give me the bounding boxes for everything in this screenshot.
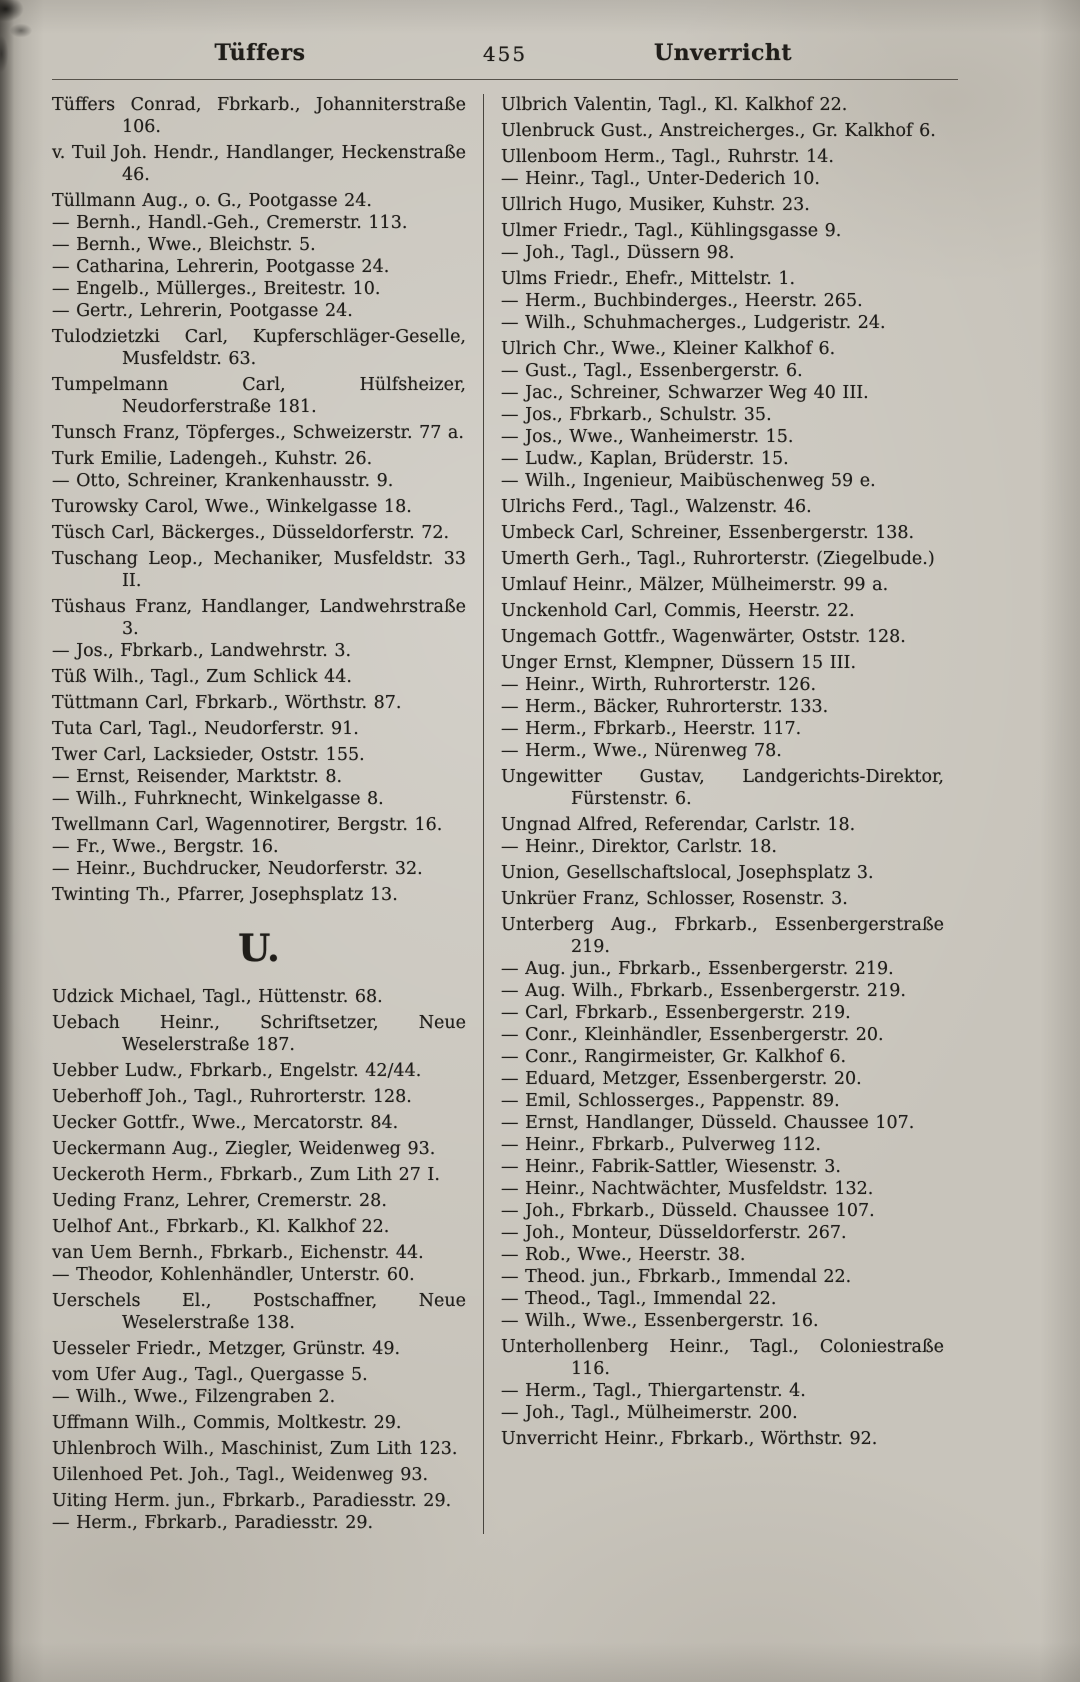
directory-entry: Ulrich Chr., Wwe., Kleiner Kalkhof 6. [501, 339, 836, 359]
directory-entry-continuation: — Jos., Fbrkarb., Landwehrstr. 3. [52, 641, 352, 661]
directory-entry: Twinting Th., Pfarrer, Josephsplatz 13. [52, 885, 398, 905]
directory-entry-continuation: — Herm., Fbrkarb., Heerstr. 117. [501, 719, 802, 739]
directory-entry: Twer Carl, Lacksieder, Oststr. 155. [52, 745, 365, 765]
directory-entry: Ulbrich Valentin, Tagl., Kl. Kalkhof 22. [501, 95, 848, 115]
directory-entry: Uelhof Ant., Fbrkarb., Kl. Kalkhof 22. [52, 1217, 390, 1237]
directory-entry: Ulrichs Ferd., Tagl., Walzenstr. 46. [501, 497, 812, 517]
directory-entry-continuation: — Bernh., Handl.-Geh., Cremerstr. 113. [52, 213, 408, 233]
page-number: 455 [482, 42, 528, 66]
directory-entry-continuation: — Engelb., Müllerges., Breitestr. 10. [52, 279, 381, 299]
directory-entry: Unverricht Heinr., Fbrkarb., Wörthstr. 92. [501, 1429, 878, 1449]
directory-entry: Tüttmann Carl, Fbrkarb., Wörthstr. 87. [52, 693, 402, 713]
directory-entry: Ungnad Alfred, Referendar, Carlstr. 18. [501, 815, 856, 835]
directory-entry: Tüshaus Franz, Handlanger, Landwehrstraße 3. [52, 597, 466, 639]
directory-entry-continuation: — Jos., Fbrkarb., Schulstr. 35. [501, 405, 772, 425]
directory-entry-continuation: — Emil, Schlosserges., Pappenstr. 89. [501, 1091, 840, 1111]
directory-entry: Tumpelmann Carl, Hülfsheizer, Neudorferstraße 181. [52, 375, 466, 417]
directory-entry-continuation: — Heinr., Buchdrucker, Neudorferstr. 32. [52, 859, 423, 879]
directory-entry: Uebach Heinr., Schriftsetzer, Neue Weselerstraße 187. [52, 1013, 466, 1055]
directory-entry-continuation: — Conr., Rangirmeister, Gr. Kalkhof 6. [501, 1047, 847, 1067]
directory-entry: Unger Ernst, Klempner, Düssern 15 III. [501, 653, 857, 673]
directory-entry-continuation: — Herm., Tagl., Thiergartenstr. 4. [501, 1381, 806, 1401]
directory-entry: Ungewitter Gustav, Landgerichts-Direktor, Fürstenstr. 6. [501, 767, 944, 809]
directory-entry: Tüllmann Aug., o. G., Pootgasse 24. [52, 191, 372, 211]
directory-entry-continuation: — Herm., Fbrkarb., Paradiesstr. 29. [52, 1513, 374, 1533]
directory-entry-continuation: — Herm., Buchbinderges., Heerstr. 265. [501, 291, 863, 311]
directory-entry: Ueckermann Aug., Ziegler, Weidenweg 93. [52, 1139, 436, 1159]
directory-entry-continuation: — Rob., Wwe., Heerstr. 38. [501, 1245, 746, 1265]
directory-entry-continuation: — Gertr., Lehrerin, Pootgasse 24. [52, 301, 353, 321]
directory-entry: Ulenbruck Gust., Anstreicherges., Gr. Kalkhof 6. [501, 121, 936, 141]
directory-entry: Uecker Gottfr., Wwe., Mercatorstr. 84. [52, 1113, 399, 1133]
directory-entry-continuation: — Wilh., Wwe., Essenbergerstr. 16. [501, 1311, 819, 1331]
directory-entry: Turowsky Carol, Wwe., Winkelgasse 18. [52, 497, 412, 517]
directory-entry-continuation: — Wilh., Schuhmacherges., Ludgeristr. 24. [501, 313, 886, 333]
directory-entry: Unkrüer Franz, Schlosser, Rosenstr. 3. [501, 889, 848, 909]
running-head [52, 40, 958, 72]
directory-entry: Umerth Gerh., Tagl., Ruhrorterstr. (Ziegelbude.) [501, 549, 935, 569]
directory-entry-continuation: — Joh., Tagl., Mülheimerstr. 200. [501, 1403, 798, 1423]
directory-entry: Tulodzietzki Carl, Kupferschläger-Geselle, Musfeldstr. 63. [52, 327, 466, 369]
directory-entry: Uhlenbroch Wilh., Maschinist, Zum Lith 123. [52, 1439, 458, 1459]
directory-entry-continuation: — Wilh., Ingenieur, Maibüschenweg 59 e. [501, 471, 876, 491]
directory-entry: Union, Gesellschaftslocal, Josephsplatz 3. [501, 863, 874, 883]
directory-entry-continuation: — Otto, Schreiner, Krankenhausstr. 9. [52, 471, 394, 491]
directory-entry-continuation: — Wilh., Fuhrknecht, Winkelgasse 8. [52, 789, 384, 809]
directory-entry-continuation: — Joh., Fbrkarb., Düsseld. Chaussee 107. [501, 1201, 875, 1221]
directory-entry: Ullenboom Herm., Tagl., Ruhrstr. 14. [501, 147, 834, 167]
directory-entry: Ungemach Gottfr., Wagenwärter, Oststr. 128. [501, 627, 906, 647]
header-left-keyword: Tüffers [214, 40, 306, 66]
directory-entry-continuation: — Carl, Fbrkarb., Essenbergerstr. 219. [501, 1003, 851, 1023]
right-column [484, 94, 958, 1534]
directory-entry-continuation: — Ernst, Reisender, Marktstr. 8. [52, 767, 343, 787]
directory-entry-continuation: — Heinr., Direktor, Carlstr. 18. [501, 837, 777, 857]
directory-entry: vom Ufer Aug., Tagl., Quergasse 5. [52, 1365, 368, 1385]
directory-entry: Tunsch Franz, Töpferges., Schweizerstr. 77 a. [52, 423, 464, 443]
directory-entry: Uebber Ludw., Fbrkarb., Engelstr. 42/44. [52, 1061, 422, 1081]
directory-entry-continuation: — Gust., Tagl., Essenbergerstr. 6. [501, 361, 803, 381]
directory-entry: Unckenhold Carl, Commis, Heerstr. 22. [501, 601, 855, 621]
directory-entry-continuation: — Joh., Tagl., Düssern 98. [501, 243, 735, 263]
directory-entry: Tüffers Conrad, Fbrkarb., Johanniterstraße 106. [52, 95, 466, 137]
directory-entry: van Uem Bernh., Fbrkarb., Eichenstr. 44. [52, 1243, 424, 1263]
directory-entry-continuation: — Ludw., Kaplan, Brüderstr. 15. [501, 449, 789, 469]
directory-entry: Ulms Friedr., Ehefr., Mittelstr. 1. [501, 269, 796, 289]
directory-entry: Ueberhoff Joh., Tagl., Ruhrorterstr. 128. [52, 1087, 412, 1107]
directory-entry-continuation: — Theodor, Kohlenhändler, Unterstr. 60. [52, 1265, 415, 1285]
directory-entry: Ueckeroth Herm., Fbrkarb., Zum Lith 27 I. [52, 1165, 440, 1185]
directory-entry-continuation: — Aug. Wilh., Fbrkarb., Essenbergerstr. 219. [501, 981, 906, 1001]
directory-entry-continuation: — Eduard, Metzger, Essenbergerstr. 20. [501, 1069, 862, 1089]
directory-entry-continuation: — Theod. jun., Fbrkarb., Immendal 22. [501, 1267, 852, 1287]
directory-entry: Tuschang Leop., Mechaniker, Musfeldstr. 33 II. [52, 549, 466, 591]
directory-entry-continuation: — Aug. jun., Fbrkarb., Essenbergerstr. 219. [501, 959, 894, 979]
directory-entry-continuation: — Wilh., Wwe., Filzengraben 2. [52, 1387, 336, 1407]
directory-entry-continuation: — Jac., Schreiner, Schwarzer Weg 40 III. [501, 383, 869, 403]
directory-entry-continuation: — Ernst, Handlanger, Düsseld. Chaussee 107. [501, 1113, 915, 1133]
directory-entry-continuation: — Herm., Wwe., Nürenweg 78. [501, 741, 782, 761]
header-right-keyword: Unverricht [653, 40, 793, 66]
directory-entry-continuation: — Heinr., Wirth, Ruhrorterstr. 126. [501, 675, 817, 695]
directory-entry-continuation: — Catharina, Lehrerin, Pootgasse 24. [52, 257, 390, 277]
directory-entry: Tüß Wilh., Tagl., Zum Schlick 44. [52, 667, 352, 687]
directory-entry-continuation: — Heinr., Tagl., Unter-Dederich 10. [501, 169, 820, 189]
directory-entry: Unterberg Aug., Fbrkarb., Essenbergerstraße 219. [501, 915, 944, 957]
directory-entry: Uffmann Wilh., Commis, Moltkestr. 29. [52, 1413, 402, 1433]
directory-entry: Turk Emilie, Ladengeh., Kuhstr. 26. [52, 449, 373, 469]
directory-entry: v. Tuil Joh. Hendr., Handlanger, Heckenstraße 46. [52, 143, 466, 185]
directory-entry: Umlauf Heinr., Mälzer, Mülheimerstr. 99 a. [501, 575, 889, 595]
directory-entry: Uilenhoed Pet. Joh., Tagl., Weidenweg 93. [52, 1465, 429, 1485]
directory-entry: Ueding Franz, Lehrer, Cremerstr. 28. [52, 1191, 387, 1211]
directory-entry-continuation: — Heinr., Nachtwächter, Musfeldstr. 132. [501, 1179, 874, 1199]
directory-entry: Tüsch Carl, Bäckerges., Düsseldorferstr. 72. [52, 523, 450, 543]
directory-entry-continuation: — Conr., Kleinhändler, Essenbergerstr. 20. [501, 1025, 884, 1045]
directory-entry-continuation: — Heinr., Fabrik-Sattler, Wiesenstr. 3. [501, 1157, 841, 1177]
header-rule [52, 79, 958, 80]
directory-entry-continuation: — Fr., Wwe., Bergstr. 16. [52, 837, 279, 857]
directory-entry-continuation: — Bernh., Wwe., Bleichstr. 5. [52, 235, 316, 255]
section-heading: U. [238, 926, 280, 970]
directory-entry: Tuta Carl, Tagl., Neudorferstr. 91. [52, 719, 359, 739]
directory-entry: Uiting Herm. jun., Fbrkarb., Paradiesstr. 29. [52, 1491, 452, 1511]
directory-entry-continuation: — Herm., Bäcker, Ruhrorterstr. 133. [501, 697, 829, 717]
directory-entry: Udzick Michael, Tagl., Hüttenstr. 68. [52, 987, 383, 1007]
directory-entry-continuation: — Joh., Monteur, Düsseldorferstr. 267. [501, 1223, 847, 1243]
directory-entry: Ullrich Hugo, Musiker, Kuhstr. 23. [501, 195, 810, 215]
directory-entry: Twellmann Carl, Wagennotirer, Bergstr. 16. [52, 815, 443, 835]
directory-entry-continuation: — Theod., Tagl., Immendal 22. [501, 1289, 777, 1309]
left-column [52, 94, 484, 1534]
directory-entry-continuation: — Jos., Wwe., Wanheimerstr. 15. [501, 427, 794, 447]
directory-entry: Uesseler Friedr., Metzger, Grünstr. 49. [52, 1339, 401, 1359]
directory-entry: Uerschels El., Postschaffner, Neue Weselerstraße 138. [52, 1291, 466, 1333]
directory-entry: Ulmer Friedr., Tagl., Kühlingsgasse 9. [501, 221, 842, 241]
directory-entry-continuation: — Heinr., Fbrkarb., Pulverweg 112. [501, 1135, 821, 1155]
directory-columns [52, 94, 958, 1534]
directory-entry: Unterhollenberg Heinr., Tagl., Coloniestraße 116. [501, 1337, 944, 1379]
directory-entry: Umbeck Carl, Schreiner, Essenbergerstr. 138. [501, 523, 915, 543]
